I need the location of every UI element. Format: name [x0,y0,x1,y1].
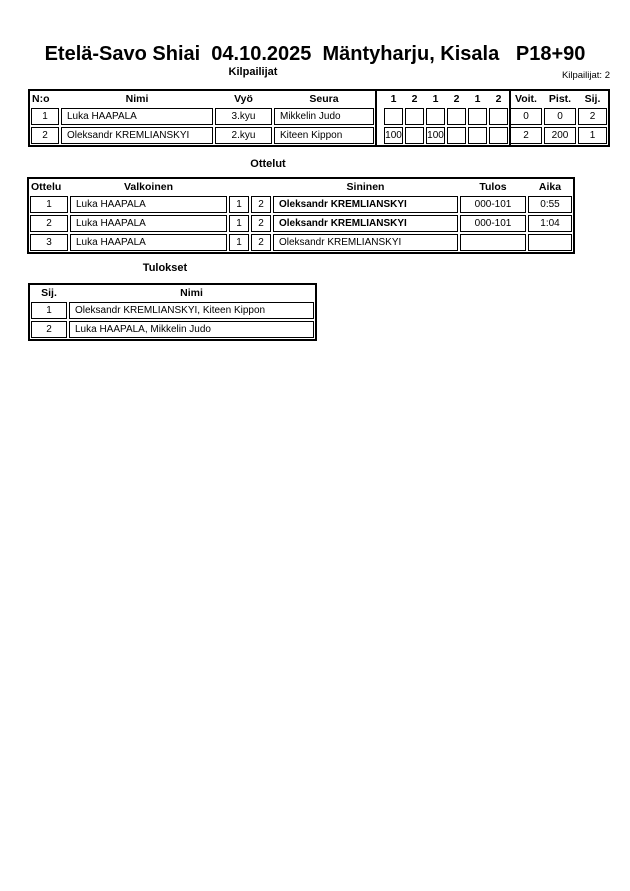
section-divider-line [375,90,377,146]
header-score-col: 1 [432,93,439,105]
result-name: Oleksandr KREMLIANSKYI, Kiteen Kippon [69,302,314,319]
match-number: 3 [30,234,68,251]
result-cell: 000-101 [460,196,526,213]
header-score-col: 1 [390,93,397,105]
result-cell [460,234,526,251]
result-place: 1 [31,302,67,319]
competitor-club: Kiteen Kippon [274,127,374,144]
header-name: Nimi [125,93,149,105]
result-cell: 000-101 [460,215,526,232]
white-name: Luka HAAPALA [70,215,227,232]
score-cell [405,127,424,144]
match-row [29,233,573,252]
result-place: 2 [31,321,67,338]
header-blue: Sininen [346,181,385,193]
competitor-row [30,107,608,126]
white-name: Luka HAAPALA [70,234,227,251]
time-cell [528,234,572,251]
corner-2: 2 [251,215,271,232]
matches-table [27,177,575,254]
header-wins: Voit. [515,93,537,105]
score-cell: 100 [384,127,403,144]
corner-1: 1 [229,215,249,232]
score-cell [447,127,466,144]
place-cell: 1 [578,127,607,144]
header-place: Sij. [41,287,57,299]
header-white: Valkoinen [123,181,174,193]
score-cell [426,108,445,125]
matches-header-row [29,179,573,195]
blue-name: Oleksandr KREMLIANSKYI [273,196,458,213]
header-place: Sij. [584,93,601,105]
competitors-table [28,89,610,147]
header-points: Pist. [548,93,572,105]
corner-2: 2 [251,234,271,251]
competitor-name: Oleksandr KREMLIANSKYI [61,127,213,144]
page-title: Etelä-Savo Shiai 04.10.2025 Mäntyharju, Kisala P18+90 [44,43,586,65]
section-divider-line [509,90,511,146]
header-club: Seura [309,93,339,105]
results-table [28,283,317,341]
competitor-row [30,126,608,145]
section-title-competitors: Kilpailijat [228,66,278,78]
match-row [29,195,573,214]
header-match: Ottelu [31,181,62,193]
place-cell: 2 [578,108,607,125]
blue-name: Oleksandr KREMLIANSKYI [273,215,458,232]
white-name: Luka HAAPALA [70,196,227,213]
header-no: N:o [32,93,50,105]
score-cell [468,108,487,125]
time-cell: 1:04 [528,215,572,232]
competitor-number: 1 [31,108,59,125]
competitor-count-label: Kilpailijat: 2 [561,70,610,81]
score-cell [468,127,487,144]
competitor-belt: 2.kyu [215,127,272,144]
score-cell [447,108,466,125]
score-cell [489,108,508,125]
header-score-col: 2 [411,93,418,105]
header-name: Nimi [180,287,203,299]
result-row [30,320,315,339]
points-cell: 0 [544,108,576,125]
time-cell: 0:55 [528,196,572,213]
header-score-col: 1 [474,93,481,105]
score-cell [384,108,403,125]
section-title-matches: Ottelut [250,158,286,170]
header-score-col: 2 [495,93,502,105]
competitor-number: 2 [31,127,59,144]
wins-cell: 0 [510,108,542,125]
corner-1: 1 [229,234,249,251]
corner-2: 2 [251,196,271,213]
score-cell [489,127,508,144]
result-name: Luka HAAPALA, Mikkelin Judo [69,321,314,338]
points-cell: 200 [544,127,576,144]
match-number: 1 [30,196,68,213]
header-score-col: 2 [453,93,460,105]
competitors-header-row [30,91,608,107]
header-score2 [251,180,271,194]
result-row [30,301,315,320]
results-header-row [30,285,315,301]
competitor-club: Mikkelin Judo [274,108,374,125]
match-number: 2 [30,215,68,232]
wins-cell: 2 [510,127,542,144]
header-time: Aika [538,181,562,193]
competitor-belt: 3.kyu [215,108,272,125]
corner-1: 1 [229,196,249,213]
header-result: Tulos [479,181,507,193]
score-cell: 100 [426,127,445,144]
match-row [29,214,573,233]
blue-name: Oleksandr KREMLIANSKYI [273,234,458,251]
header-belt: Vyö [234,93,253,105]
score-cell [405,108,424,125]
header-score1 [229,180,249,194]
section-title-results: Tulokset [142,262,188,274]
competitor-name: Luka HAAPALA [61,108,213,125]
